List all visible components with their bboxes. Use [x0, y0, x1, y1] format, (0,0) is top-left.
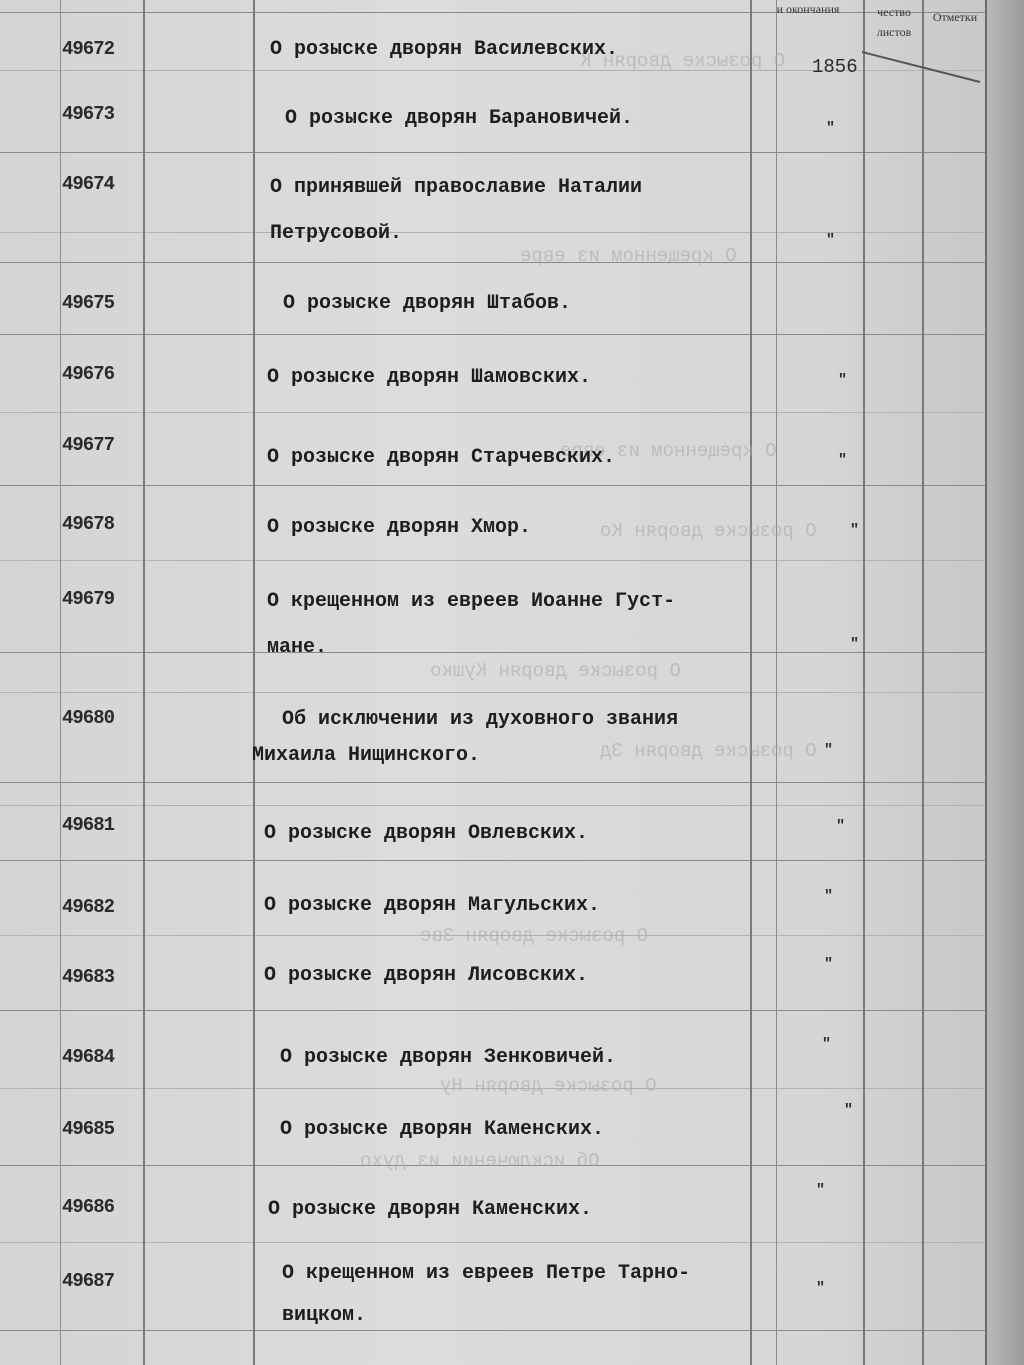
ruled-line: [0, 1010, 985, 1011]
ruled-line: [0, 232, 985, 233]
entry-title: О розыске дворян Овлевских.: [264, 822, 589, 845]
column-line: [922, 0, 924, 1365]
entry-title: О розыске дворян Лисовских.: [264, 964, 589, 987]
ditto-mark: ": [850, 636, 860, 653]
header-dates: и окончания: [776, 2, 840, 16]
ruled-line: [0, 782, 985, 783]
bleed-through: О розыске дворян Зд: [600, 740, 817, 762]
column-line: [776, 0, 777, 1365]
bleed-through: О розыске дворян Кушко: [430, 660, 681, 682]
entry-title: О розыске дворян Барановичей.: [285, 107, 634, 130]
entry-title: О розыске дворян Шамовских.: [267, 366, 592, 389]
ruled-line: [0, 692, 985, 693]
entry-number: 49681: [62, 814, 115, 836]
entry-number: 49675: [62, 292, 115, 314]
entry-title: О розыске дворян Магульских.: [264, 894, 601, 917]
column-line: [253, 0, 255, 1365]
entry-number: 49687: [62, 1270, 115, 1292]
ditto-mark: ": [844, 1102, 854, 1119]
ditto-mark: ": [836, 818, 846, 835]
entry-number: 49674: [62, 173, 115, 195]
entry-year: 1856: [812, 56, 858, 78]
entry-number: 49679: [62, 588, 115, 610]
header-notes: Отметки: [932, 10, 978, 24]
bleed-through: Об исключении из духо: [360, 1150, 600, 1172]
entry-number: 49683: [62, 966, 115, 988]
column-line: [143, 0, 145, 1365]
entry-title: О крещенном из евреев Иоанне Густ-: [267, 590, 676, 613]
ditto-mark: ": [824, 742, 834, 759]
entry-title: О розыске дворян Старчевских.: [267, 446, 616, 469]
entry-number: 49673: [62, 103, 115, 125]
bleed-through: О розыске дворян Ну: [440, 1075, 657, 1097]
entry-number: 49684: [62, 1046, 115, 1068]
ditto-mark: ": [826, 232, 836, 249]
ruled-line: [0, 412, 985, 413]
ditto-mark: ": [838, 452, 848, 469]
bleed-through: О розыске дворян Зве: [420, 925, 649, 947]
entry-title-continued: Михаила Нищинского.: [252, 744, 481, 767]
bleed-through: О розыске дворян Ко: [600, 520, 817, 542]
ruled-line: [0, 485, 985, 486]
ditto-mark: ": [824, 888, 834, 905]
bleed-through: О розыске дворян К: [580, 50, 786, 72]
ruled-line: [0, 152, 985, 153]
ditto-mark: ": [838, 372, 848, 389]
entry-title: О розыске дворян Зенковичей.: [280, 1046, 617, 1069]
ruled-line: [0, 1242, 985, 1243]
ruled-line: [0, 805, 985, 806]
column-line: [60, 0, 61, 1365]
ruled-line: [0, 652, 985, 653]
ruled-line: [0, 334, 985, 335]
entry-title: О принявшей православие Наталии: [270, 176, 643, 199]
ditto-mark: ": [826, 120, 836, 137]
ruled-line: [0, 1330, 985, 1331]
entry-title-continued: вицком.: [282, 1304, 367, 1327]
page-edge: [985, 0, 1024, 1365]
ruled-line: [0, 560, 985, 561]
entry-number: 49680: [62, 707, 115, 729]
entry-number: 49685: [62, 1118, 115, 1140]
entry-title: О розыске дворян Каменских.: [268, 1198, 593, 1221]
ditto-mark: ": [824, 956, 834, 973]
entry-title-continued: Петрусовой.: [270, 222, 403, 245]
bleed-through: О крещенном из евре: [560, 440, 777, 462]
entry-number: 49677: [62, 434, 115, 456]
header-sheets: чество листов: [876, 5, 912, 39]
entry-number: 49682: [62, 896, 115, 918]
entry-number: 49686: [62, 1196, 115, 1218]
entry-title: О розыске дворян Хмор.: [267, 516, 532, 539]
entry-title: О розыске дворян Каменских.: [280, 1118, 605, 1141]
entry-title: О розыске дворян Штабов.: [283, 292, 572, 315]
ditto-mark: ": [816, 1182, 826, 1199]
bleed-through: О крещенном из евре: [520, 245, 737, 267]
entry-number: 49672: [62, 38, 115, 60]
entry-title: Об исключении из духовного звания: [282, 708, 679, 731]
entry-title-continued: мане.: [267, 636, 328, 659]
ruled-line: [0, 262, 985, 263]
entry-number: 49678: [62, 513, 115, 535]
ruled-line: [0, 860, 985, 861]
ditto-mark: ": [822, 1036, 832, 1053]
column-line: [863, 0, 865, 1365]
ditto-mark: ": [816, 1280, 826, 1297]
entry-title: О розыске дворян Василевских.: [270, 38, 619, 61]
entry-title: О крещенном из евреев Петре Тарно-: [282, 1262, 691, 1285]
column-line: [750, 0, 752, 1365]
entry-number: 49676: [62, 363, 115, 385]
ditto-mark: ": [850, 522, 860, 539]
